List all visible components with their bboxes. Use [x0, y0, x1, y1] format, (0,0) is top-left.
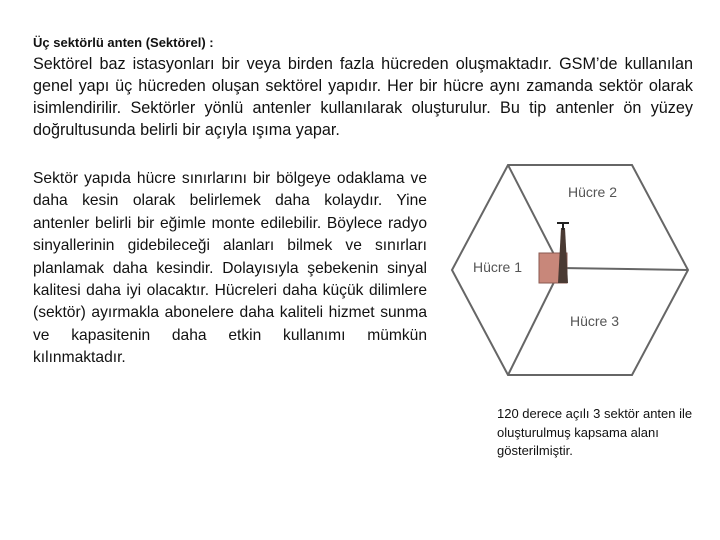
cell-label-2: Hücre 2 — [568, 184, 618, 200]
cell-label-3: Hücre 3 — [570, 313, 620, 329]
sector-divider-right — [561, 268, 688, 270]
body-paragraph: Sektör yapıda hücre sınırlarını bir bölgeye odaklama ve daha kesin olarak belirlemek daha kolaydır. Yine antenler belirli bir eğimle monte edilebilir. Böylece radyo sinyallerinin gidebileceği alanları bilmek ve sınırları planlamak daha kesindir. Dolayısıyla şebekenin sinyal kalitesi daha iyi olacaktır. Hücreleri daha küçük dilimlere (sektör) ayırmakla abonelere daha kaliteli hizmet sunma ve kapasitenin daha etkin kullanımı mümkün kılınmaktadır. — [33, 170, 427, 367]
intro-paragraph: Sektörel baz istasyonları bir veya birden fazla hücreden oluşmaktadır. GSM’de kullanılan genel yapı üç hücreden oluşan sektörel yapıdır. Her bir hücre aynı zamanda sektör olarak isimlendirilir. Sektörler yönlü antenler kullanılarak oluşturulur. Bu tip antenler ön yüzey doğrultusunda belirli bir açıyla ışıma yapar. — [33, 55, 693, 139]
cell-label-1: Hücre 1 — [473, 259, 523, 275]
sector-divider-lower — [508, 268, 561, 375]
antenna-mast-icon — [558, 228, 568, 283]
diagram-caption: 120 derece açılı 3 sektör anten ile oluşturulmuş kapsama alanı gösterilmiştir. — [497, 406, 693, 458]
section-heading: Üç sektörlü anten (Sektörel) : — [33, 35, 214, 50]
sector-antenna-diagram — [445, 160, 710, 380]
